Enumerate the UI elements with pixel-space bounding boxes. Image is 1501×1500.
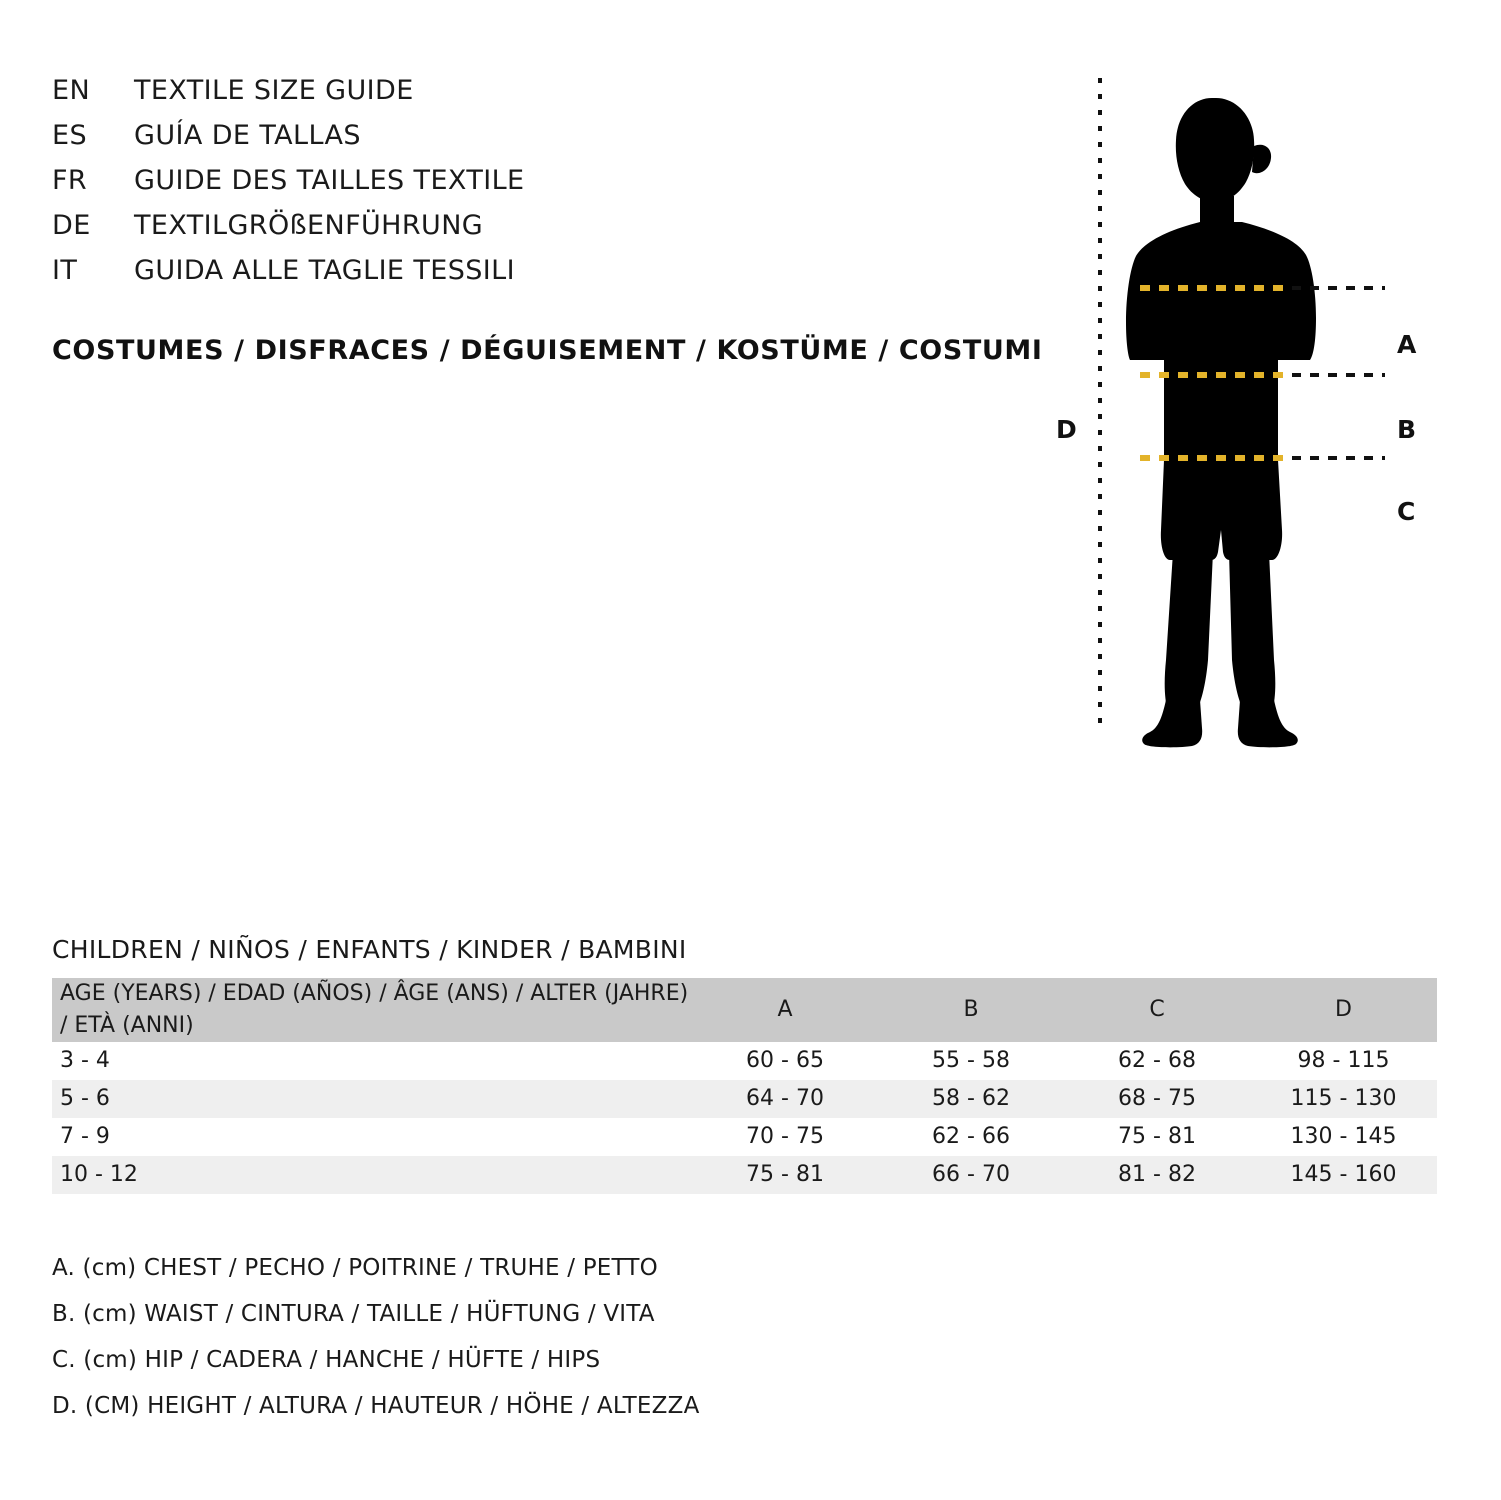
legend-item-b: B. (cm) WAIST / CINTURA / TAILLE / HÜFTUNG / VITA: [52, 1301, 655, 1327]
child-silhouette-diagram: [1040, 60, 1460, 760]
column-header-age: AGE (YEARS) / EDAD (AÑOS) / ÂGE (ANS) / ALTER (JAHRE) / ETÀ (ANNI): [52, 978, 692, 1042]
cell-age: 5 - 6: [52, 1080, 692, 1118]
size-table-section: [52, 935, 1442, 1194]
figure-label-b: B: [1397, 415, 1417, 444]
size-table: [52, 978, 1437, 1194]
cell-c: 81 - 82: [1064, 1156, 1250, 1194]
language-list: [52, 75, 1052, 300]
language-row-fr: [52, 165, 1052, 210]
legend-item-a: A. (cm) CHEST / PECHO / POITRINE / TRUHE / PETTO: [52, 1255, 658, 1281]
column-header-a: A: [692, 978, 878, 1042]
column-header-b: B: [878, 978, 1064, 1042]
size-figure: [1040, 60, 1460, 760]
column-header-c: C: [1064, 978, 1250, 1042]
table-header-row: [52, 978, 1437, 1042]
cell-age: 7 - 9: [52, 1118, 692, 1156]
language-text-en: TEXTILE SIZE GUIDE: [134, 75, 414, 106]
cell-d: 98 - 115: [1250, 1042, 1437, 1080]
figure-label-a: A: [1397, 330, 1417, 359]
cell-a: 70 - 75: [692, 1118, 878, 1156]
cell-d: 130 - 145: [1250, 1118, 1437, 1156]
table-row: [52, 1118, 1437, 1156]
legend-item-d: D. (CM) HEIGHT / ALTURA / HAUTEUR / HÖHE / ALTEZZA: [52, 1393, 700, 1419]
language-row-en: [52, 75, 1052, 120]
table-row: [52, 1080, 1437, 1118]
language-code-fr: FR: [52, 165, 88, 196]
language-row-de: [52, 210, 1052, 255]
cell-c: 75 - 81: [1064, 1118, 1250, 1156]
cell-age: 3 - 4: [52, 1042, 692, 1080]
cell-b: 66 - 70: [878, 1156, 1064, 1194]
cell-b: 58 - 62: [878, 1080, 1064, 1118]
language-text-it: GUIDA ALLE TAGLIE TESSILI: [134, 255, 515, 286]
cell-age: 10 - 12: [52, 1156, 692, 1194]
language-row-it: [52, 255, 1052, 300]
language-code-en: EN: [52, 75, 91, 106]
cell-d: 145 - 160: [1250, 1156, 1437, 1194]
language-code-es: ES: [52, 120, 87, 151]
cell-b: 55 - 58: [878, 1042, 1064, 1080]
measurement-legend: [52, 1245, 700, 1429]
language-text-de: TEXTILGRÖßENFÜHRUNG: [134, 210, 484, 241]
table-row: [52, 1042, 1437, 1080]
language-code-it: IT: [52, 255, 78, 286]
cell-a: 60 - 65: [692, 1042, 878, 1080]
cell-c: 62 - 68: [1064, 1042, 1250, 1080]
silhouette-shape: [1126, 98, 1316, 747]
figure-label-c: C: [1397, 497, 1416, 526]
figure-label-d: D: [1056, 415, 1077, 444]
language-row-es: [52, 120, 1052, 165]
cell-c: 68 - 75: [1064, 1080, 1250, 1118]
costumes-heading: COSTUMES / DISFRACES / DÉGUISEMENT / KOSTÜME / COSTUMI: [52, 335, 1043, 366]
language-code-de: DE: [52, 210, 91, 241]
cell-b: 62 - 66: [878, 1118, 1064, 1156]
table-row: [52, 1156, 1437, 1194]
language-text-fr: GUIDE DES TAILLES TEXTILE: [134, 165, 525, 196]
cell-d: 115 - 130: [1250, 1080, 1437, 1118]
table-title: CHILDREN / NIÑOS / ENFANTS / KINDER / BAMBINI: [52, 935, 687, 964]
language-text-es: GUÍA DE TALLAS: [134, 120, 361, 151]
cell-a: 75 - 81: [692, 1156, 878, 1194]
cell-a: 64 - 70: [692, 1080, 878, 1118]
legend-item-c: C. (cm) HIP / CADERA / HANCHE / HÜFTE / HIPS: [52, 1347, 601, 1373]
column-header-d: D: [1250, 978, 1437, 1042]
